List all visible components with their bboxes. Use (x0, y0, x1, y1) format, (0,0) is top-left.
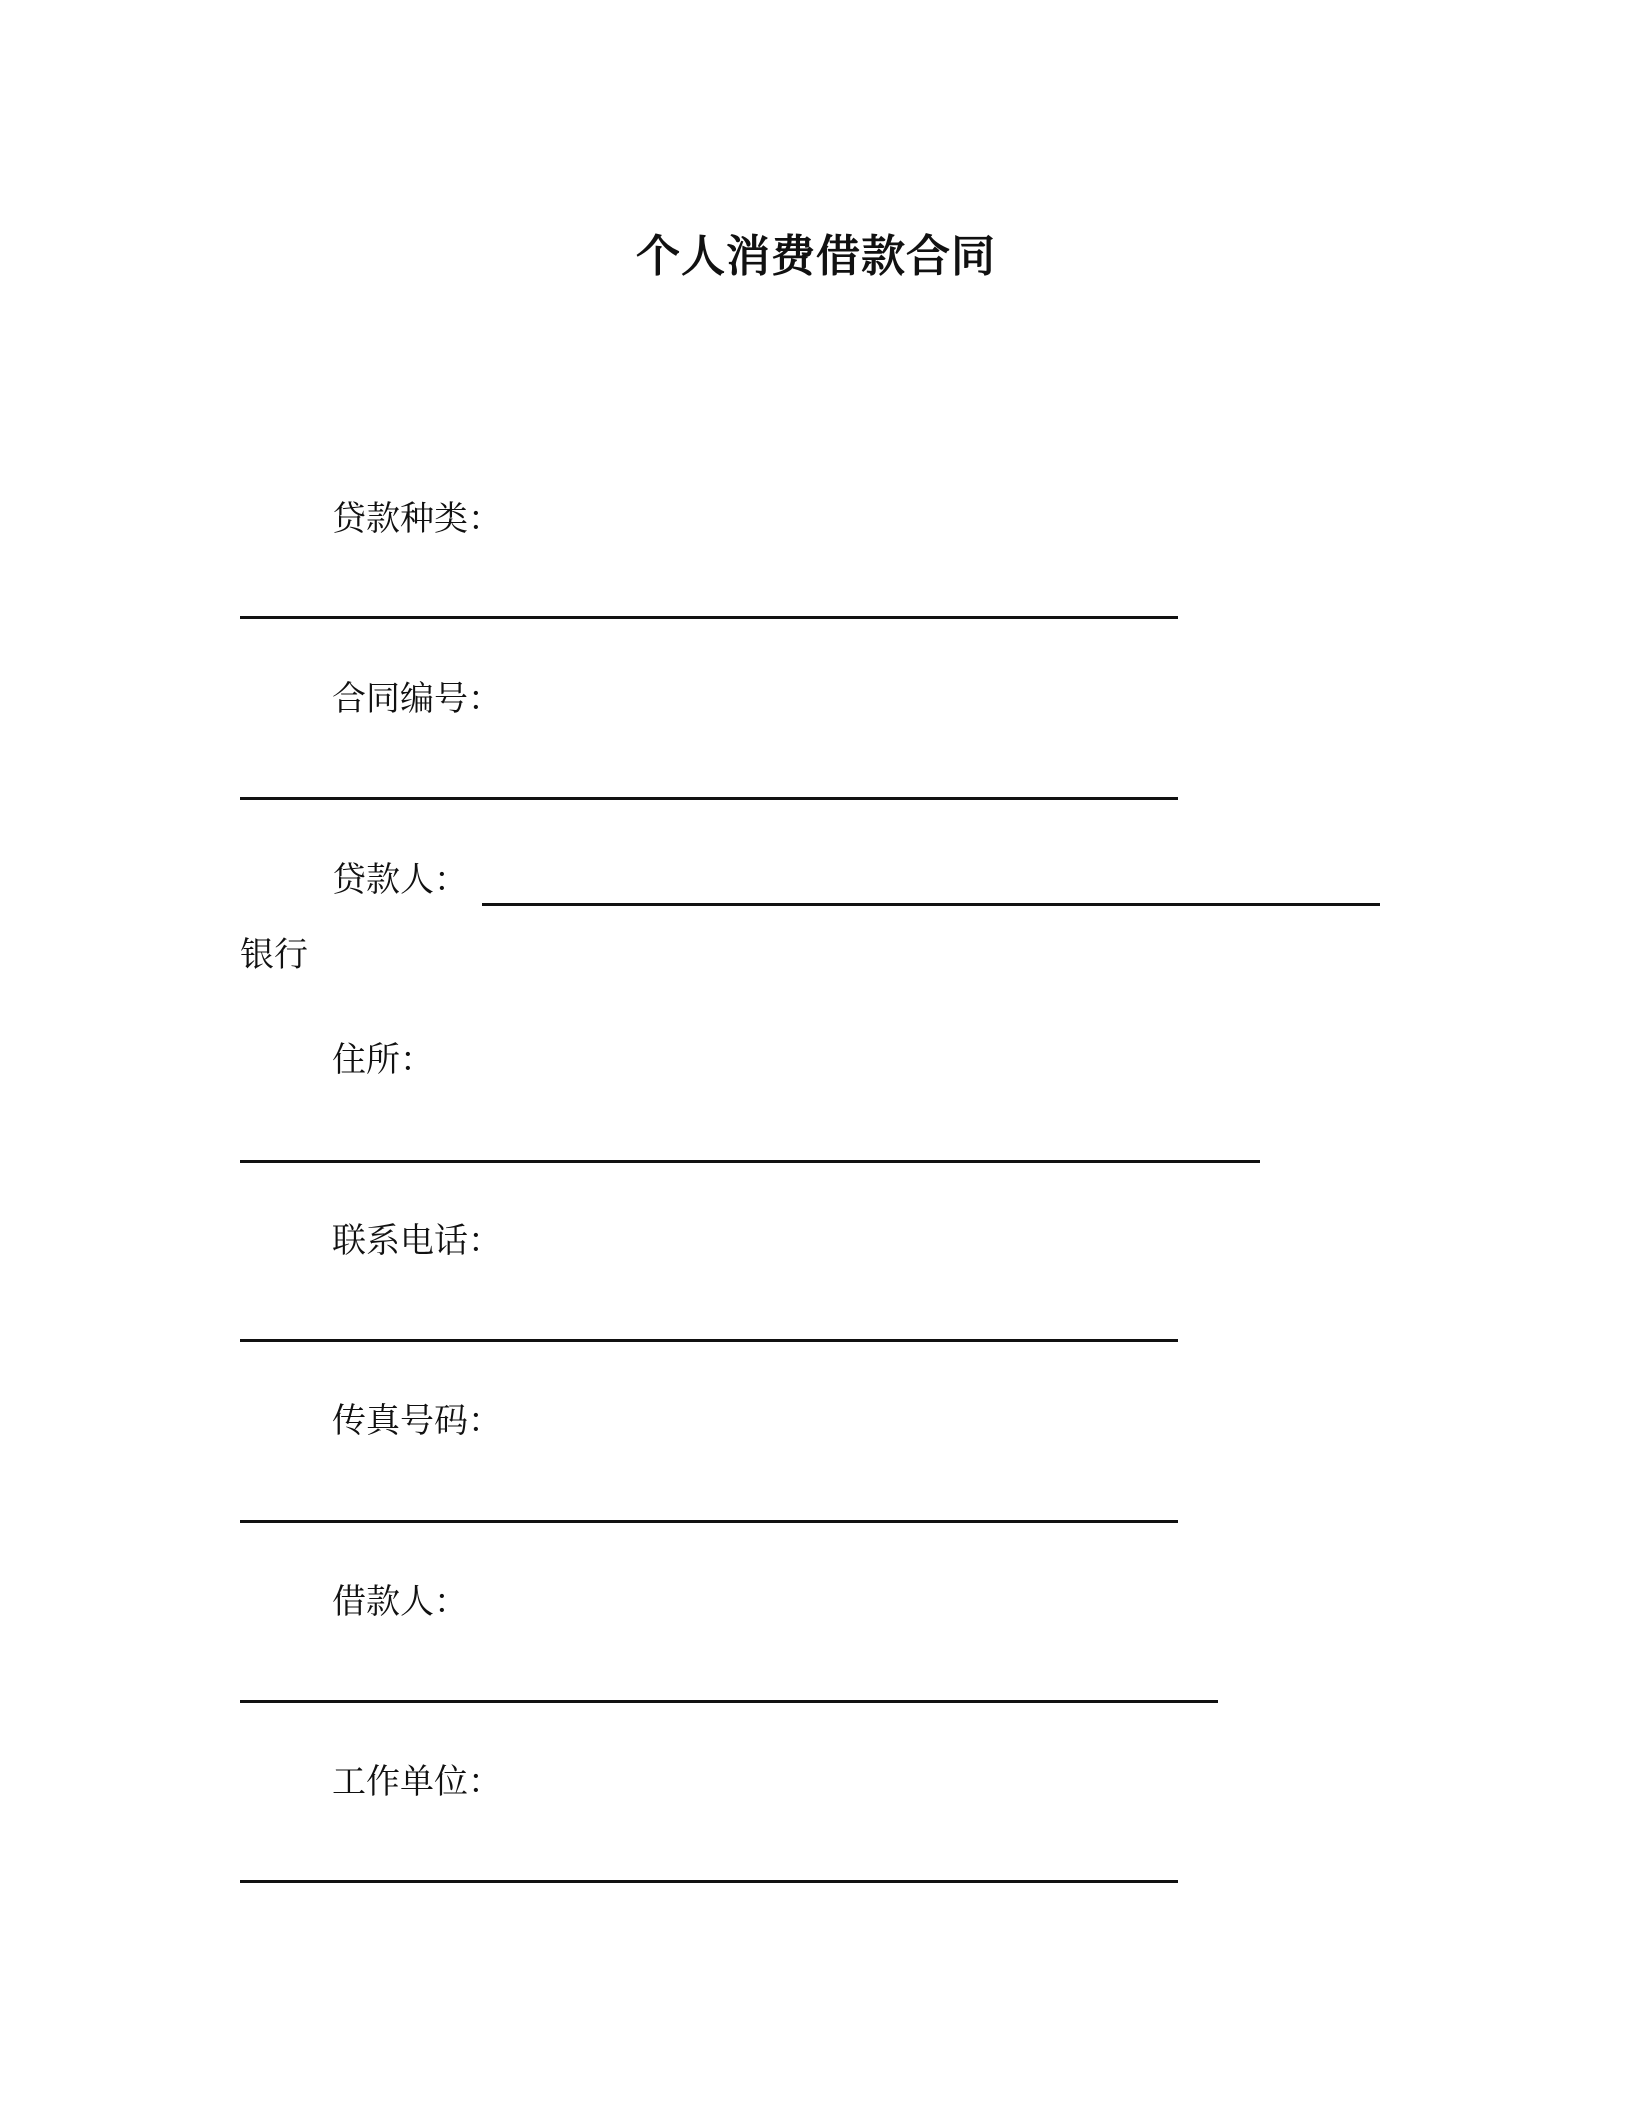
lender-bank-suffix: 银行 (240, 935, 308, 975)
borrower-label: 借款人： (332, 1582, 468, 1622)
lender-label: 贷款人： (332, 860, 468, 900)
employer-blank (240, 1880, 1178, 1883)
phone-label: 联系电话： (332, 1221, 502, 1261)
address-blank (240, 1160, 1260, 1163)
document-title: 个人消费借款合同 (636, 231, 996, 282)
loan-type-label: 贷款种类： (332, 499, 502, 539)
phone-blank (240, 1339, 1178, 1342)
borrower-blank (240, 1700, 1218, 1703)
loan-type-blank (240, 616, 1178, 619)
contract-number-blank (240, 797, 1178, 800)
employer-label: 工作单位： (332, 1762, 502, 1802)
fax-label: 传真号码： (332, 1401, 502, 1441)
lender-blank (482, 903, 1380, 906)
contract-number-label: 合同编号： (332, 679, 502, 719)
address-label: 住所： (332, 1040, 434, 1080)
fax-blank (240, 1520, 1178, 1523)
